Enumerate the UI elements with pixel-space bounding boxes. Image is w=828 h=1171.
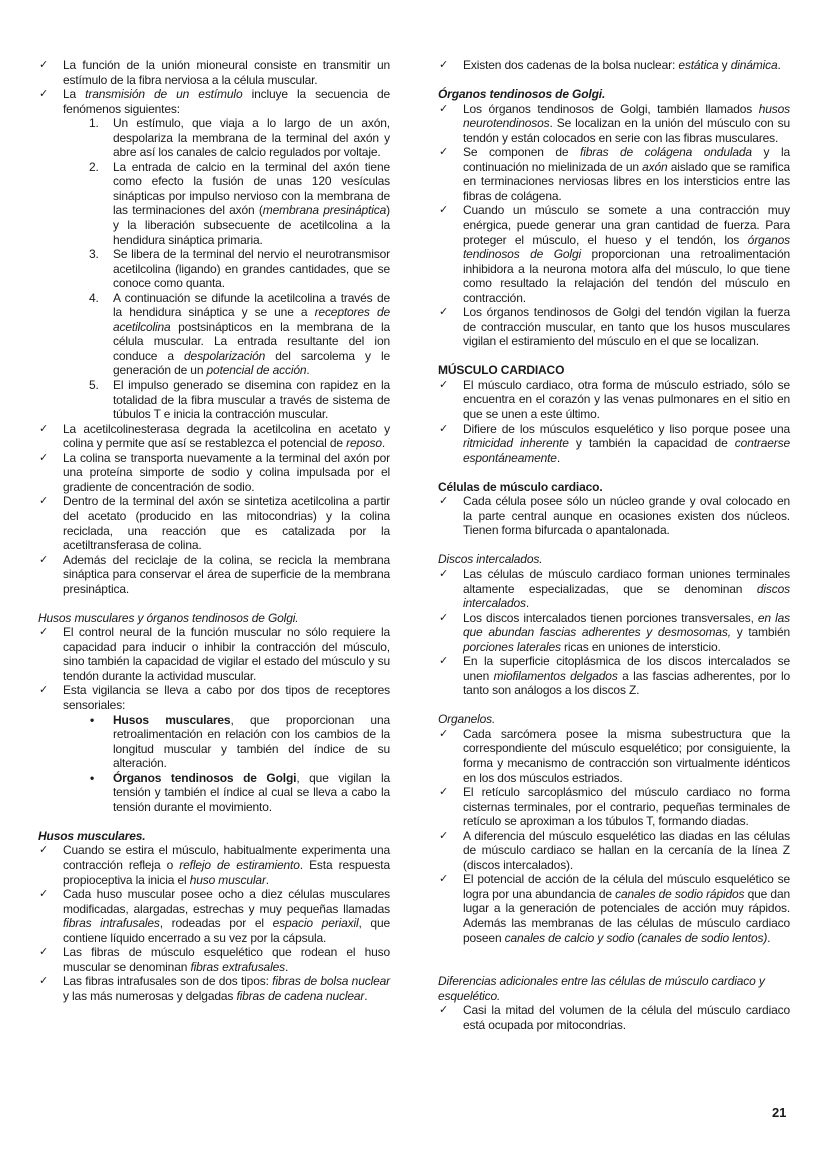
right-column <box>438 58 790 1032</box>
body-text: ricas en uniones de intersticio. <box>560 639 721 654</box>
item-number: 3. <box>89 247 99 262</box>
emphasis-text: reposo <box>346 436 382 451</box>
section-heading <box>438 363 790 378</box>
spacer <box>438 945 790 974</box>
checklist-item <box>438 829 790 873</box>
check-mark-icon: ✓ <box>439 204 449 217</box>
check-mark-icon: ✓ <box>439 567 449 580</box>
section-heading <box>438 712 790 727</box>
checklist-item <box>38 625 390 683</box>
body-text: La entrada de calcio en la terminal del axón tiene como efecto la fusión de unas 120 vesículas sinápticas por impulso nervioso con la membrana de las terminaciones del axón ( <box>113 159 390 218</box>
checklist-item <box>438 785 790 829</box>
emphasis-text: potencial de acción <box>206 363 307 378</box>
checklist-item <box>438 727 790 785</box>
emphasis-text: espacio periaxil <box>272 916 359 931</box>
checklist-item <box>38 974 390 1003</box>
body-text: incluye la secuencia de fenómenos siguientes: <box>63 87 390 116</box>
body-text: Cada célula posee sólo un núcleo grande y oval colocado en la parte central aunque en ocasiones existen dos núcleos. Tienen forma bifurcada o apantalonada. <box>463 494 790 538</box>
checklist-item <box>38 422 390 451</box>
body-text: La función de la unión mioneural consiste en transmitir un estímulo de la fibra nerviosa a la célula muscular. <box>63 58 390 87</box>
body-text: . <box>767 930 771 945</box>
emphasis-text: Discos intercalados. <box>438 552 543 567</box>
checklist-item <box>438 567 790 611</box>
bullet-icon: • <box>90 770 95 785</box>
body-text: y también la capacidad de <box>568 436 735 451</box>
item-number: 5. <box>89 378 99 393</box>
checklist-item <box>438 654 790 698</box>
body-text: aislado que se ramifica en terminaciones nerviosas libres en los intersticios entre las fibras de colágena. <box>463 159 790 203</box>
check-mark-icon: ✓ <box>39 59 49 71</box>
spacer <box>438 73 790 88</box>
body-text: A continuación se difunde la acetilcolina a través de la hendidura sináptica y se une a <box>113 290 390 320</box>
emphasis-text: Diferencias adicionales entre las células de músculo cardiaco y esquelético. <box>438 974 765 1003</box>
body-text: . <box>381 436 386 451</box>
check-mark-icon: ✓ <box>439 422 449 435</box>
checklist-item <box>38 553 390 597</box>
checklist-item <box>38 887 390 945</box>
body-text: El retículo sarcoplásmico del músculo cardiaco no forma cisternas terminales, por el contrario, pequeñas terminales de retículo se aproximan a los túbulos T, formando diadas. <box>463 785 790 829</box>
emphasis-text: fibras intrafusales <box>63 916 160 931</box>
emphasis-text: órganos tendinosos de Golgi <box>463 232 790 262</box>
check-mark-icon: ✓ <box>439 59 449 71</box>
emphasis-text: miofilamentos delgados <box>493 668 618 683</box>
check-mark-icon: ✓ <box>439 873 449 886</box>
body-text: El potencial de acción de la célula del músculo esquelético se logra por una abundancia de <box>463 872 790 901</box>
check-mark-icon: ✓ <box>39 451 49 464</box>
check-mark-icon: ✓ <box>439 378 449 391</box>
emphasis-text: axón <box>642 159 668 174</box>
body-text: Las fibras de músculo esquelético que rodean el huso muscular se denominan <box>63 945 390 974</box>
checklist-item <box>38 683 390 712</box>
numbered-item <box>38 247 390 291</box>
emphasis-text: fibras extrafusales <box>190 959 285 974</box>
body-text: . <box>777 58 781 72</box>
body-text: En la superficie citoplásmica de los discos intercalados se unen <box>463 654 790 683</box>
emphasis-text: estática <box>678 58 719 72</box>
check-mark-icon: ✓ <box>439 102 449 115</box>
check-mark-icon: ✓ <box>39 975 49 988</box>
checklist-item <box>438 305 790 349</box>
body-text: Existen dos cadenas de la bolsa nuclear: <box>463 58 679 72</box>
body-text: . <box>306 363 310 378</box>
check-mark-icon: ✓ <box>39 422 49 435</box>
checklist-item <box>38 843 390 887</box>
check-mark-icon: ✓ <box>39 495 49 508</box>
section-heading <box>438 87 790 102</box>
emphasis-text: transmisión de un estímulo <box>85 87 243 102</box>
emphasis-text: membrana presináptica <box>262 203 387 218</box>
bold-text: Células de músculo cardiaco. <box>438 479 603 494</box>
bullet-icon: • <box>90 712 95 727</box>
body-text: La acetilcolinesterasa degrada la acetilcolina en acetato y colina y permite que así se restablezca el potencial de <box>63 421 390 451</box>
section-heading <box>438 974 790 1003</box>
body-text: Esta vigilancia se lleva a cabo por dos tipos de receptores sensoriales: <box>63 683 390 713</box>
spacer <box>438 349 790 364</box>
checklist-item <box>438 145 790 203</box>
check-mark-icon: ✓ <box>39 88 49 101</box>
emphasis-text: Husos musculares y órganos tendinosos de Golgi. <box>38 610 299 625</box>
check-mark-icon: ✓ <box>439 655 449 668</box>
body-text: postsinápticos en la membrana de la célula muscular. La entrada resultante del ion conduce a <box>113 319 390 363</box>
check-mark-icon: ✓ <box>439 611 449 624</box>
body-text: , rodeadas por el <box>159 916 273 931</box>
checklist-item <box>438 203 790 305</box>
body-text: del sarcolema y le generación de un <box>113 348 390 378</box>
body-text: Los órganos tendinosos de Golgi del tendón vigilan la fuerza de contracción muscular, en tanto que los husos musculares vigilan el estiramiento del músculo en el que se localizan. <box>463 305 790 349</box>
emphasis-text: Organelos. <box>438 712 496 727</box>
spacer <box>438 538 790 553</box>
numbered-item <box>38 160 390 247</box>
spacer <box>38 814 390 829</box>
checklist-item <box>38 451 390 495</box>
emphasis-text: dinámica <box>730 58 778 72</box>
body-text: y la continuación no mielinizada de un <box>463 145 790 174</box>
body-text: La <box>63 87 86 102</box>
body-text: Las células de músculo cardiaco forman uniones terminales altamente especializadas, que se denominan <box>463 566 790 596</box>
section-heading <box>38 829 390 844</box>
body-text: Cuando un músculo se somete a una contracción muy enérgica, puede generar una gran cantidad de fuerza. Para proteger el músculo, el hueso y el tendón, los <box>463 203 790 247</box>
emphasis-text: canales de sodio rápidos <box>615 886 745 901</box>
bold-text: Órganos tendinosos de Golgi <box>113 770 297 785</box>
body-text: A diferencia del músculo esquelético las diadas en las células de músculo cardiaco se hallan en la cercanía de la línea Z (discos intercalados). <box>463 828 790 872</box>
body-text: El control neural de la función muscular no sólo requiere la capacidad para inducir o inhibir la contracción del músculo, sino también la capacidad de vigilar el estado del músculo y su tendón durante la actividad muscular. <box>63 625 390 683</box>
checklist-item <box>438 422 790 466</box>
section-heading <box>438 480 790 495</box>
check-mark-icon: ✓ <box>439 829 449 842</box>
body-text: Cuando se estira el músculo, habitualmente experimenta una contracción refleja o <box>63 843 390 872</box>
checklist-item <box>38 87 390 116</box>
checklist-item <box>438 494 790 538</box>
body-text: , que contiene líquido encerrado a su vez por la cápsula. <box>63 916 390 945</box>
numbered-item <box>38 291 390 378</box>
emphasis-text: contraerse espontáneamente <box>463 436 790 465</box>
emphasis-text: fibras de colágena ondulada <box>580 145 752 160</box>
check-mark-icon: ✓ <box>439 495 449 508</box>
body-text: Dentro de la terminal del axón se sintetiza acetilcolina a partir del acetato (producido en las mitocondrias) y la colina reciclada, una reacción que es catalizada por la acetiltransferasa de colina. <box>63 494 390 553</box>
checklist-item <box>438 102 790 146</box>
checklist-item <box>438 872 790 945</box>
body-text: . Esta respuesta propioceptiva la inicia el <box>63 857 390 887</box>
item-number: 2. <box>89 159 99 174</box>
checklist-item <box>38 58 390 87</box>
emphasis-text: huso muscular <box>189 872 266 887</box>
body-text: . <box>525 596 530 611</box>
section-heading <box>438 552 790 567</box>
check-mark-icon: ✓ <box>39 553 49 566</box>
body-text: Casi la mitad del volumen de la célula del músculo cardiaco está ocupada por mitocondrias. <box>463 1003 790 1032</box>
body-text: Se componen de <box>463 145 581 160</box>
page-number: 21 <box>772 1105 787 1120</box>
body-text: , que vigilan la tensión y también el índice al cual se lleva a cabo la tensión durante el movimiento. <box>113 770 390 814</box>
body-text: Los discos intercalados tienen porciones transversales, <box>463 610 758 625</box>
body-text: Cada sarcómera posee la misma subestructura que la correspondiente del músculo esquelético; por consiguiente, la forma y mecanismo de contracción son virtualmente idénticos en los dos músculos estriados. <box>463 726 790 785</box>
check-mark-icon: ✓ <box>439 306 449 319</box>
bold-text: Órganos tendinosos de Golgi. <box>438 87 606 102</box>
check-mark-icon: ✓ <box>439 727 449 740</box>
spacer <box>438 698 790 713</box>
body-text: a las fascias adherentes, por lo tanto son análogos a los discos Z. <box>463 668 790 698</box>
body-text: Cada huso muscular posee ocho a diez células musculares modificadas, alargadas, estrechas y muy pequeñas llamadas <box>63 887 390 916</box>
bold-text: Husos musculares. <box>38 828 146 843</box>
emphasis-text: despolarización <box>184 348 266 363</box>
body-text: y también <box>730 625 790 640</box>
check-mark-icon: ✓ <box>439 146 449 159</box>
bold-text: MÚSCULO CARDIACO <box>438 363 565 378</box>
body-text: El impulso generado se disemina con rapidez en la totalidad de la fibra muscular a través de sistema de túbulos T e inicia la contracción muscular. <box>113 378 390 422</box>
body-text: , que proporcionan una retroalimentación en relación con los cambios de la longitud muscular y también del índice de su alteración. <box>113 712 390 771</box>
emphasis-text: discos intercalados <box>463 581 790 611</box>
body-text: ) y la liberación subsecuente de acetilcolina a la hendidura sináptica primaria. <box>113 203 390 247</box>
emphasis-text: receptores de acetilcolina <box>113 305 390 334</box>
emphasis-text: en las que abundan fascias adherentes y desmosomas, <box>463 610 790 640</box>
body-text: Además del reciclaje de la colina, se recicla la membrana sináptica para conservar el área de superficie de la membrana presináptica. <box>63 552 390 596</box>
emphasis-text: husos neurotendinosos <box>463 101 790 131</box>
emphasis-text: porciones laterales <box>463 639 561 654</box>
body-text: Difiere de los músculos esquelético y liso porque posee una <box>463 421 790 436</box>
section-heading <box>38 611 390 626</box>
body-text: y <box>718 58 731 72</box>
emphasis-text: canales de calcio y sodio (canales de sodio lentos) <box>504 930 768 945</box>
bold-text: Husos musculares <box>113 712 231 727</box>
body-text: que dan lugar a la generación de potenciales de acción muy rápidos. Además las membranas de las células de músculo cardiaco poseen <box>463 886 790 945</box>
checklist-item <box>38 494 390 552</box>
emphasis-text: fibras de cadena nuclear <box>236 988 365 1003</box>
body-text: La colina se transporta nuevamente a la terminal del axón por una proteína simporte de sodio y colina impulsada por el gradiente de concentración de sodio. <box>63 450 390 494</box>
body-text: Los órganos tendinosos de Golgi, también llamados <box>463 101 759 116</box>
check-mark-icon: ✓ <box>439 1004 449 1017</box>
body-text: y las más numerosas y delgadas <box>63 988 237 1003</box>
item-number: 4. <box>89 290 99 305</box>
check-mark-icon: ✓ <box>39 844 49 857</box>
body-text: . <box>265 872 269 887</box>
item-number: 1. <box>89 116 99 131</box>
body-text: Las fibras intrafusales son de dos tipos: <box>63 974 273 989</box>
checklist-item <box>438 611 790 655</box>
spacer <box>38 596 390 611</box>
numbered-item <box>38 378 390 422</box>
checklist-item <box>438 378 790 422</box>
check-mark-icon: ✓ <box>439 786 449 799</box>
emphasis-text: reflejo de estiramiento <box>179 857 300 872</box>
body-text: . <box>364 988 368 1003</box>
numbered-item <box>38 116 390 160</box>
body-text: Un estímulo, que viaja a lo largo de un axón, despolariza la membrana de la terminal del axón y abre así los canales de calcio regulados por voltaje. <box>113 116 390 160</box>
check-mark-icon: ✓ <box>39 888 49 901</box>
body-text: Se libera de la terminal del nervio el neurotransmisor acetilcolina (ligando) en grandes cantidades, que se conoce como quanta. <box>113 247 390 291</box>
check-mark-icon: ✓ <box>39 626 49 639</box>
body-text: . <box>556 450 561 465</box>
spacer <box>438 465 790 480</box>
bullet-item <box>38 713 390 771</box>
bullet-item <box>38 771 390 815</box>
body-text: . <box>284 959 289 974</box>
checklist-item <box>438 1003 790 1032</box>
emphasis-text: fibras de bolsa nuclear <box>272 974 390 989</box>
body-text: . Se localizan en la unión del músculo con su tendón y están colocados en serie con las fibras musculares. <box>463 116 790 145</box>
emphasis-text: ritmicidad inherente <box>463 436 569 451</box>
body-text: El músculo cardiaco, otra forma de músculo estriado, sólo se encuentra en el corazón y las venas pulmonares en el sitio en que se unen a este último. <box>463 377 790 422</box>
checklist-item <box>38 945 390 974</box>
left-column <box>38 58 390 1003</box>
check-mark-icon: ✓ <box>39 684 49 697</box>
checklist-item <box>438 58 790 73</box>
body-text: proporcionan una retroalimentación inhibidora a la neurona motora alfa del músculo, lo que tiene como resultado la relajación del tendón del músculo en contracción. <box>463 247 790 305</box>
check-mark-icon: ✓ <box>39 946 49 959</box>
